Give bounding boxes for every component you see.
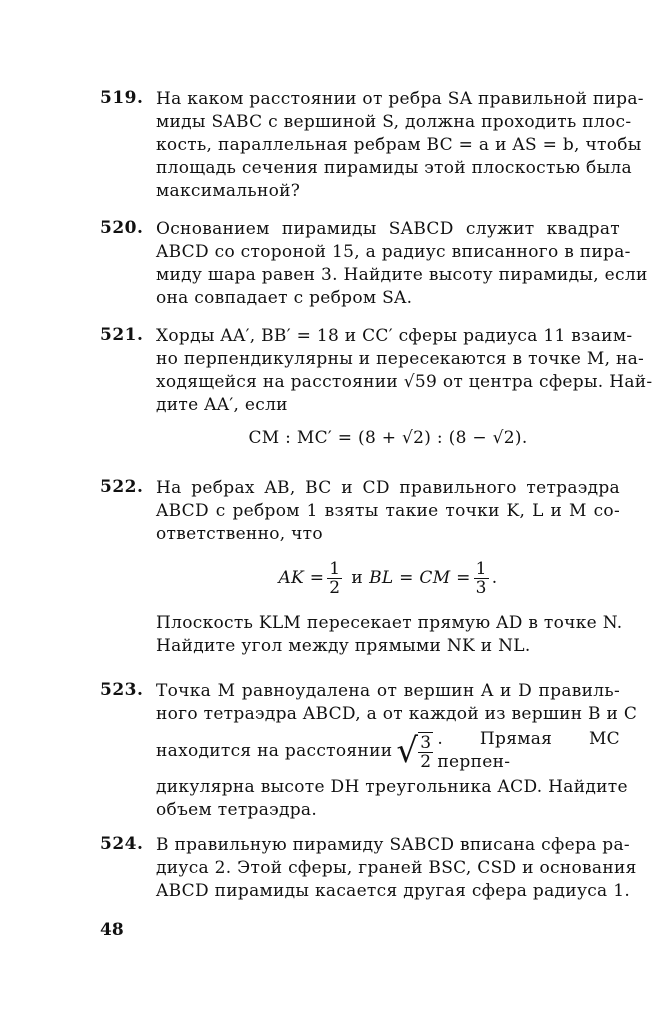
formula-part: . — [491, 567, 498, 588]
fraction-numerator: 1 — [475, 558, 487, 579]
text-line: Найдите угол между прямыми NK и NL. — [156, 636, 531, 656]
formula-part: BL = CM = — [369, 567, 471, 588]
text-line: ответственно, что — [156, 524, 323, 544]
fraction-denominator: 2 — [329, 577, 341, 598]
fraction — [418, 732, 433, 771]
problem-number: 520. — [100, 218, 144, 238]
problem-number: 522. — [100, 477, 144, 497]
formula-part: AK = — [278, 567, 325, 588]
fraction — [327, 560, 342, 597]
problem-text — [156, 88, 644, 203]
text-line: объем тетраэдра. — [156, 800, 318, 820]
text-line: Основанием пирамиды SABCD служит квадрат — [156, 219, 620, 239]
formula — [156, 556, 620, 600]
text-line: В правильную пирамиду SABCD вписана сфера ра- — [156, 835, 630, 855]
fraction — [474, 560, 489, 597]
text-line: миды SABC с вершиной S, должна проходить плос- — [156, 112, 632, 132]
sqrt-line — [156, 728, 620, 774]
text-line: На ребрах AB, BC и CD правильного тетраэдра — [156, 478, 620, 498]
fraction-denominator: 2 — [420, 751, 432, 772]
formula: CM : MC′ = (8 + √2) : (8 − √2). — [248, 428, 528, 448]
text-segment: . Прямая MC перпен- — [437, 729, 620, 772]
text-line: но перпендикулярны и пересекаются в точке M, на- — [156, 349, 645, 369]
problem-text — [156, 834, 637, 903]
text-line: На каком расстоянии от ребра SA правильной пира- — [156, 89, 644, 109]
radical-sign-icon: √ — [396, 731, 419, 771]
problem-number: 519. — [100, 88, 144, 108]
text-line: ABCD с ребром 1 взяты такие точки K, L и M со- — [156, 501, 620, 521]
problem-text — [156, 477, 623, 658]
page-number: 48 — [100, 920, 124, 940]
text-segment: находится на расстоянии — [156, 740, 393, 761]
fraction-numerator: 1 — [329, 558, 341, 579]
problem-text — [156, 325, 653, 450]
square-root — [396, 732, 433, 771]
problem-text — [156, 218, 648, 310]
problem-text — [156, 680, 638, 822]
text-line: ABCD пирамиды касается другая сфера радиуса 1. — [156, 881, 631, 901]
fraction-denominator: 3 — [475, 577, 487, 598]
text-line: площадь сечения пирамиды этой плоскостью была — [156, 158, 632, 178]
text-line: ного тетраэдра ABCD, а от каждой из вершин B и C — [156, 704, 638, 724]
text-line: кость, параллельная ребрам BC = a и AS = b, чтобы — [156, 135, 642, 155]
formula-part: и — [351, 567, 364, 588]
text-line: ABCD со стороной 15, а радиус вписанного в пира- — [156, 242, 631, 262]
text-line: диуса 2. Этой сферы, граней BSC, CSD и основания — [156, 858, 637, 878]
text-line: ходящейся на расстоянии √59 от центра сферы. Най- — [156, 372, 653, 392]
problem-number: 524. — [100, 834, 144, 854]
text-line: максимальной? — [156, 181, 301, 201]
text-line: Точка M равноудалена от вершин A и D правиль- — [156, 681, 620, 701]
problem-number: 521. — [100, 325, 144, 345]
text-line: дикулярна высоте DH треугольника ACD. Найдите — [156, 777, 628, 797]
problem-number: 523. — [100, 680, 144, 700]
text-line: дите AA′, если — [156, 395, 288, 415]
fraction-numerator: 3 — [420, 732, 432, 753]
text-line: миду шара равен 3. Найдите высоту пирамиды, если — [156, 265, 648, 285]
text-line: Плоскость KLM пересекает прямую AD в точке N. — [156, 613, 623, 633]
text-line: она совпадает с ребром SA. — [156, 288, 413, 308]
text-line: Хорды AA′, BB′ = 18 и CC′ сферы радиуса 11 взаим- — [156, 326, 633, 346]
